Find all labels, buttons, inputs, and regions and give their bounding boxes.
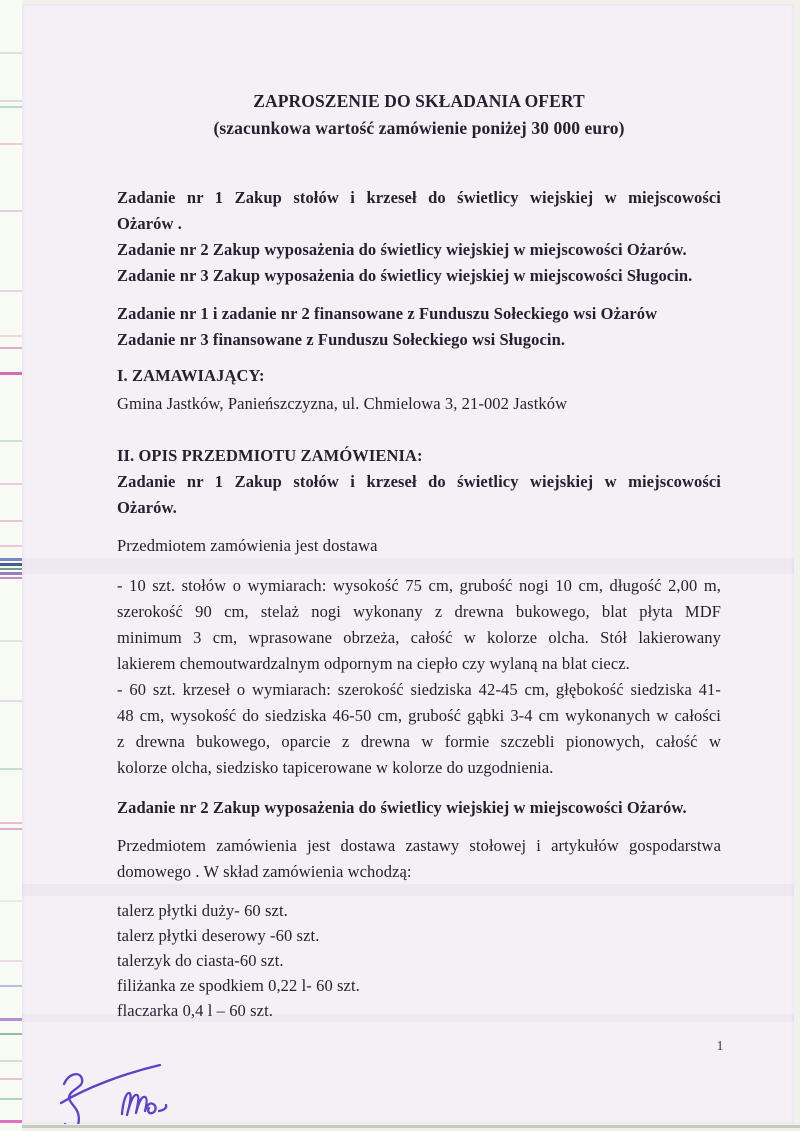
scan-streak [0,900,22,902]
list-item: talerz płytki deserowy -60 szt. [117,926,320,945]
scan-streak [0,100,22,102]
document-page [22,4,794,1124]
section-2-heading [117,443,721,469]
scanner-edge-strip [0,0,22,1131]
doc-line: Przedmiotem zamówienia jest dostawa zastawy stołowej i artykułów gospodarstwa [117,836,721,855]
scan-streak [0,828,22,830]
scan-streak [0,768,22,770]
doc-line: minimum 3 cm, wprasowane obrzeża, całość w kolorze olcha. Stół lakierowany [117,628,721,647]
doc-line: 48 cm, wysokość do siedziska 46-50 cm, grubość gąbki 3-4 cm wykonanych w całości [117,706,721,725]
tasks-intro-paragraph [117,185,721,289]
scan-streak [0,545,22,547]
delivery-intro [117,533,721,559]
scan-streak [0,143,22,145]
doc-line: kolorze olcha, siedzisko tapicerowane w kolorze do uzgodnienia. [117,758,554,777]
chairs-spec-paragraph [117,677,721,781]
doc-line: Ożarów. [117,498,177,517]
scan-bottom-edge [22,1125,800,1128]
doc-line: domowego . W skład zamówienia wchodzą: [117,862,412,881]
doc-line: Ożarów . [117,214,182,233]
heading-line: II. OPIS PRZEDMIOTU ZAMÓWIENIA: [117,446,423,465]
scan-streak [0,1098,22,1100]
scan-streak [0,568,22,570]
doc-line: - 60 szt. krzeseł o wymiarach: szerokość siedziska 42-45 cm, głębokość siedziska 41- [117,680,721,699]
scan-streak [0,563,22,566]
scan-streak [0,372,22,375]
doc-line: Zadanie nr 1 Zakup stołów i krzeseł do świetlicy wiejskiej w miejscowości [117,188,721,207]
scan-streak [0,335,22,337]
doc-line: Gmina Jastków, Panieńszczyzna, ul. Chmielowa 3, 21-002 Jastków [117,394,568,413]
scan-streak [0,1120,22,1123]
scan-streak [0,1078,22,1080]
items-list [117,898,721,1023]
doc-line: szerokość 90 cm, stelaż nogi wykonany z drewna bukowego, blat płyta MDF [117,602,721,621]
list-item: talerzyk do ciasta-60 szt. [117,951,284,970]
scan-streak [0,290,22,292]
doc-line: z drewna bukowego, oparcie z drewna w formie szczebli pionowych, całość w [117,732,721,751]
scan-streak [0,520,22,522]
doc-line: Zadanie nr 1 i zadanie nr 2 finansowane z Funduszu Sołeckiego wsi Ożarów [117,304,658,323]
scan-streak [0,640,22,642]
list-item: filiżanka ze spodkiem 0,22 l- 60 szt. [117,976,360,995]
doc-line: Zadanie nr 1 Zakup stołów i krzeseł do świetlicy wiejskiej w miejscowości [117,472,721,491]
scan-streak [0,52,22,54]
scan-streak [0,1018,22,1021]
scan-streak [0,347,22,349]
scan-streak [0,440,22,442]
scan-band [22,1014,794,1022]
scan-streak [0,1033,22,1035]
scan-streak [0,985,22,987]
doc-line: Zadanie nr 2 Zakup wyposażenia do świetlicy wiejskiej w miejscowości Ożarów. [117,240,687,259]
handwritten-signature [40,1050,196,1124]
title-line-2: (szacunkowa wartość zamówienie poniżej 30 000 euro) [213,118,625,138]
task2-intro-paragraph [117,833,721,885]
scan-streak [0,577,22,579]
task2-title [117,795,721,821]
doc-line: Zadanie nr 2 Zakup wyposażenia do świetlicy wiejskiej w miejscowości Ożarów. [117,798,687,817]
page-number: 1 [716,1038,724,1053]
scan-streak [0,1060,22,1062]
title-line-1: ZAPROSZENIE DO SKŁADANIA OFERT [253,91,585,111]
section-1-address [117,391,721,417]
financing-paragraph [117,301,721,353]
list-item: flaczarka 0,4 l – 60 szt. [117,1001,273,1020]
task1-title-paragraph [117,469,721,521]
scan-streak [0,700,22,702]
doc-line: Zadanie nr 3 Zakup wyposażenia do świetlicy wiejskiej w miejscowości Sługocin. [117,266,693,285]
doc-line: - 10 szt. stołów o wymiarach: wysokość 75 cm, grubość nogi 10 cm, długość 2,00 m, [117,576,721,595]
scan-streak [0,572,22,575]
heading-line: I. ZAMAWIAJĄCY: [117,366,265,385]
section-1-heading [117,363,721,389]
scan-streak [0,210,22,212]
list-item: talerz płytki duży- 60 szt. [117,901,288,920]
tables-spec-paragraph [117,573,721,677]
scan-band [22,884,794,896]
scan-streak [0,822,22,824]
scan-streak [0,483,22,485]
scan-streak [0,558,22,561]
scan-band [22,558,794,574]
doc-line: Zadanie nr 3 finansowane z Funduszu Sołeckiego wsi Sługocin. [117,330,566,349]
scan-streak [0,106,22,108]
document-title [117,88,721,142]
doc-line: Przedmiotem zamówienia jest dostawa [117,536,378,555]
signature-stroke [122,1093,166,1115]
scan-streak [0,960,22,962]
doc-line: lakierem chemoutwardzalnym odpornym na ciepło czy wylaną na blat ciecz. [117,654,630,673]
